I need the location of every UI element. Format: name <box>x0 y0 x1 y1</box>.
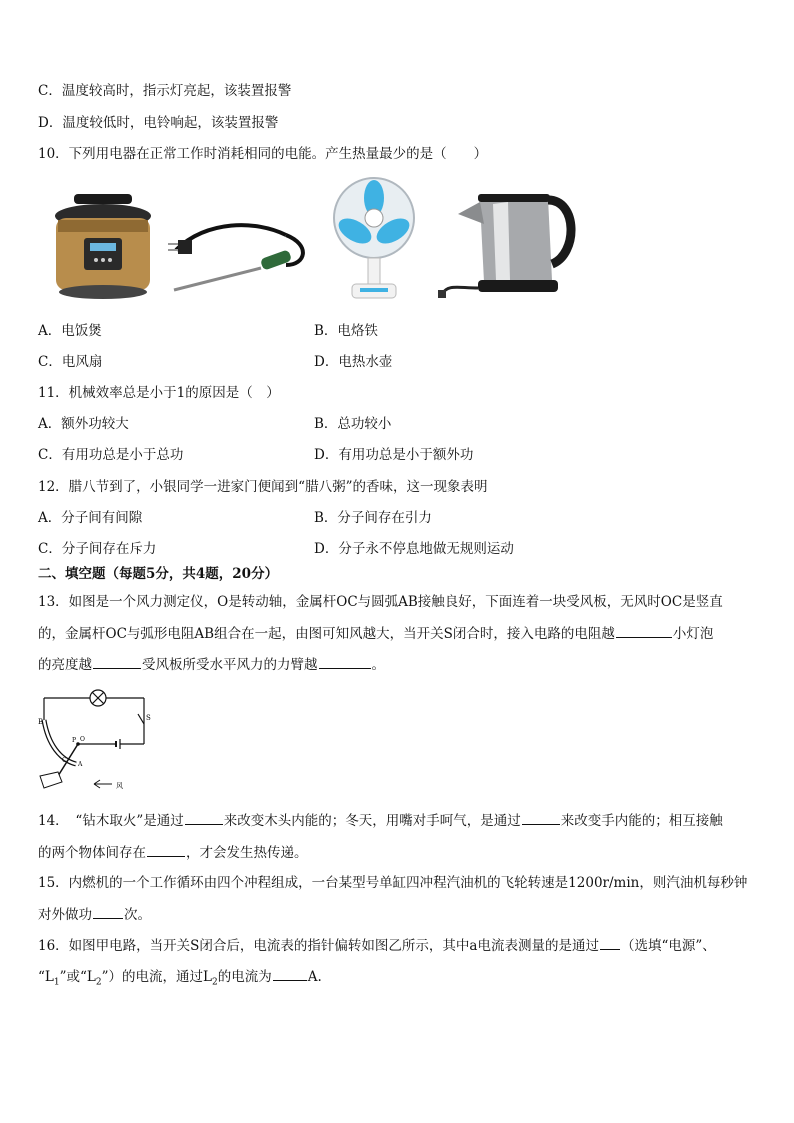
label-wind: 风 <box>116 782 123 790</box>
q16-line-2 <box>38 966 322 993</box>
q13-line-3-end: 。 <box>371 657 385 673</box>
label-a: A <box>78 761 83 768</box>
q10-option-d: D．电热水壶 <box>314 354 393 370</box>
q11-option-d: D．有用功总是小于额外功 <box>314 447 474 463</box>
q14-line-1-b: 来改变木头内能的；冬天，用嘴对手呵气，是通过 <box>223 813 521 829</box>
rice-cooker-image <box>46 186 160 304</box>
q13-line-3-text-a: 的亮度越 <box>38 657 92 673</box>
q15-line-2-b: 次。 <box>124 907 151 923</box>
q16-line-2-a: “L <box>38 969 54 985</box>
q13-line-3-text-b: 受风板所受水平风力的力臂越 <box>142 657 318 673</box>
label-c: C <box>62 757 67 764</box>
q14-blank-3[interactable] <box>147 842 185 857</box>
q11-option-b: B．总功较小 <box>314 416 392 432</box>
q14-line-1 <box>38 810 723 831</box>
q16-line-1-a: 16．如图甲电路，当开关S闭合后，电流表的指针偏转如图乙所示，其中a电流表测量的是通过 <box>38 938 599 954</box>
q10-option-c: C．电风扇 <box>38 354 103 370</box>
electric-kettle-image <box>438 184 584 302</box>
q11-option-a: A．额外功较大 <box>38 416 129 432</box>
q13-line-3 <box>38 654 385 675</box>
q14-line-1-c: 来改变手内能的；相互接触 <box>560 813 723 829</box>
q10-stem: 10．下列用电器在正常工作时消耗相同的电能。产生热量最少的是（ ） <box>38 146 488 162</box>
q11-stem: 11．机械效率总是小于1的原因是（ ） <box>38 385 280 401</box>
q14-line-2-a: 的两个物体间存在 <box>38 845 146 861</box>
q16-sub-3: 2 <box>212 977 218 988</box>
label-s: S <box>146 714 151 722</box>
q16-sub-2: 2 <box>95 977 102 988</box>
section-fill-in-title: 二、填空题（每题5分，共4题，20分） <box>38 566 279 582</box>
q15-line-1: 15．内燃机的一个工作循环由四个冲程组成，一台某型号单缸四冲程汽油机的飞轮转速是1200r/min，则汽油机每秒钟 <box>38 875 748 891</box>
q13-blank-2[interactable] <box>93 654 141 669</box>
q15-line-2 <box>38 904 151 925</box>
q16-blank-2[interactable] <box>273 966 307 981</box>
q13-line-1: 13．如图是一个风力测定仪，O是转动轴，金属杆OC与圆弧AB接触良好，下面连着一块受风板，无风时OC是竖直 <box>38 594 723 610</box>
label-o: O <box>80 736 85 743</box>
q15-blank-1[interactable] <box>93 904 123 919</box>
q12-stem: 12．腊八节到了，小银同学一进家门便闻到“腊八粥”的香味，这一现象表明 <box>38 479 488 495</box>
q14-blank-1[interactable] <box>185 810 223 825</box>
q16-line-1 <box>38 935 716 956</box>
q12-option-d: D．分子永不停息地做无规则运动 <box>314 541 514 557</box>
q12-option-c: C．分子间存在斥力 <box>38 541 157 557</box>
q10-option-a: A．电饭煲 <box>38 323 102 339</box>
electric-fan-image <box>330 176 418 304</box>
q16-line-2-c: ”）的电流，通过L <box>101 969 212 985</box>
q14-line-2 <box>38 842 308 863</box>
q13-blank-3[interactable] <box>319 654 371 669</box>
label-b: B <box>38 718 44 726</box>
q9-option-d: D．温度较低时，电铃响起，该装置报警 <box>38 115 279 131</box>
q13-line-2 <box>38 623 713 644</box>
q16-sub-1: 1 <box>53 977 60 988</box>
q13-blank-1[interactable] <box>616 623 672 638</box>
q13-line-2-end: 小灯泡 <box>672 626 714 642</box>
label-p: P <box>72 737 77 744</box>
q11-option-c: C．有用功总是小于总功 <box>38 447 184 463</box>
q16-line-2-d: 的电流为 <box>217 969 272 985</box>
q16-line-2-b: ”或“L <box>59 969 96 985</box>
soldering-iron-image <box>166 210 316 296</box>
q16-line-1-b: （选填“电源”、 <box>620 938 716 954</box>
q14-blank-2[interactable] <box>522 810 560 825</box>
q12-option-a: A．分子间有间隙 <box>38 510 143 526</box>
q15-line-2-a: 对外做功 <box>38 907 92 923</box>
wind-meter-circuit-diagram <box>34 684 164 796</box>
q9-option-c: C．温度较高时，指示灯亮起，该装置报警 <box>38 83 292 99</box>
q14-line-2-b: ，才会发生热传递。 <box>186 845 308 861</box>
q10-option-b: B．电烙铁 <box>314 323 378 339</box>
q16-blank-1[interactable] <box>600 935 620 950</box>
q14-line-1-a: 14． “钻木取火”是通过 <box>38 813 184 829</box>
q16-line-2-e: A. <box>307 969 322 985</box>
q13-line-2-text: 的，金属杆OC与弧形电阻AB组合在一起，由图可知风越大，当开关S闭合时，接入电路的电阻越 <box>38 626 615 642</box>
q12-option-b: B．分子间存在引力 <box>314 510 432 526</box>
